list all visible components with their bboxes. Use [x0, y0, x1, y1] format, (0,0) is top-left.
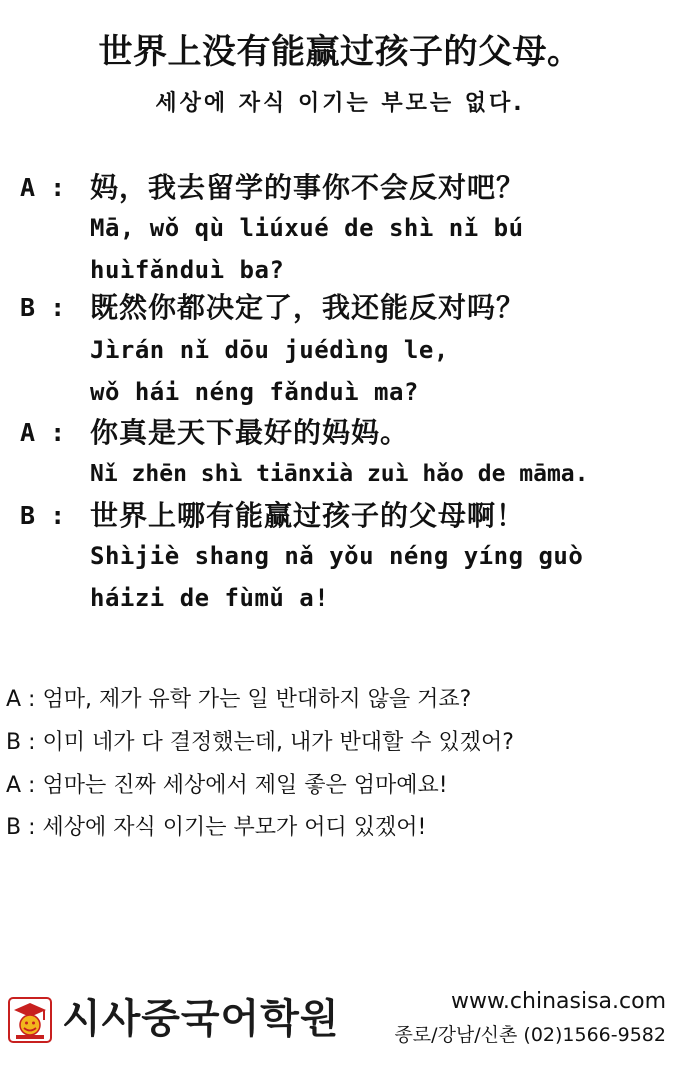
- speaker-label: A :: [20, 418, 66, 447]
- dialogue-line-7: [0, 413, 680, 453]
- korean-line-2: B : 이미 네가 다 결정했는데, 내가 반대할 수 있겠어?: [6, 730, 514, 755]
- korean-line-4: B : 세상에 자식 이기는 부모가 어디 있겠어!: [6, 815, 427, 840]
- speaker-label: B :: [20, 501, 66, 530]
- dialogue-line-2: [0, 208, 680, 248]
- korean-line-1: A : 엄마, 제가 유학 가는 일 반대하지 않을 거죠?: [6, 687, 472, 712]
- website-link[interactable]: www.chinasisa.com: [450, 989, 666, 1014]
- dialogue-line-5: [0, 330, 680, 370]
- footer: [0, 985, 680, 1055]
- academy-logo-text: 시사중국어학원: [62, 996, 340, 1042]
- pinyin-text: Nǐ zhēn shì tiānxià zuì hǎo de māma.: [90, 461, 589, 487]
- speaker-label: A :: [20, 173, 66, 202]
- chinese-text: 既然你都决定了，我还能反对吗？: [90, 291, 526, 324]
- chinese-text: 你真是天下最好的妈妈。: [90, 416, 410, 449]
- pinyin-text: háizi de fùmǔ a!: [90, 584, 330, 612]
- pinyin-text: huìfǎnduì ba?: [90, 256, 285, 284]
- pinyin-text: wǒ hái néng fǎnduì ma?: [90, 378, 419, 406]
- dialogue-line-6: [0, 372, 680, 412]
- dialogue-line-4: [0, 288, 680, 328]
- chinese-text: 妈，我去留学的事你不会反对吧？: [90, 171, 526, 204]
- pinyin-text: Mā, wǒ qù liúxué de shì nǐ bú: [90, 214, 524, 242]
- dialogue-line-8: [0, 454, 680, 494]
- chinese-text: 世界上哪有能赢过孩子的父母啊！: [90, 499, 526, 532]
- page-title: 世界上没有能赢过孩子的父母。: [98, 32, 582, 72]
- dialogue-line-9: [0, 496, 680, 536]
- page-subtitle: 세상에 자식 이기는 부모는 없다.: [155, 91, 525, 116]
- sisa-logo-icon: [8, 997, 52, 1043]
- speaker-label: B :: [20, 293, 66, 322]
- dialogue-line-3: [0, 250, 680, 290]
- pinyin-text: Jìrán nǐ dōu juédìng le,: [90, 336, 449, 364]
- dialogue-line-10: [0, 536, 680, 576]
- dialogue-line-11: [0, 578, 680, 618]
- contact-info: 종로/강남/신촌 (02)1566-9582: [394, 1024, 666, 1046]
- dialogue-line-1: [0, 168, 680, 208]
- pinyin-text: Shìjiè shang nǎ yǒu néng yíng guò: [90, 542, 584, 570]
- korean-line-3: A : 엄마는 진짜 세상에서 제일 좋은 엄마예요!: [6, 773, 448, 798]
